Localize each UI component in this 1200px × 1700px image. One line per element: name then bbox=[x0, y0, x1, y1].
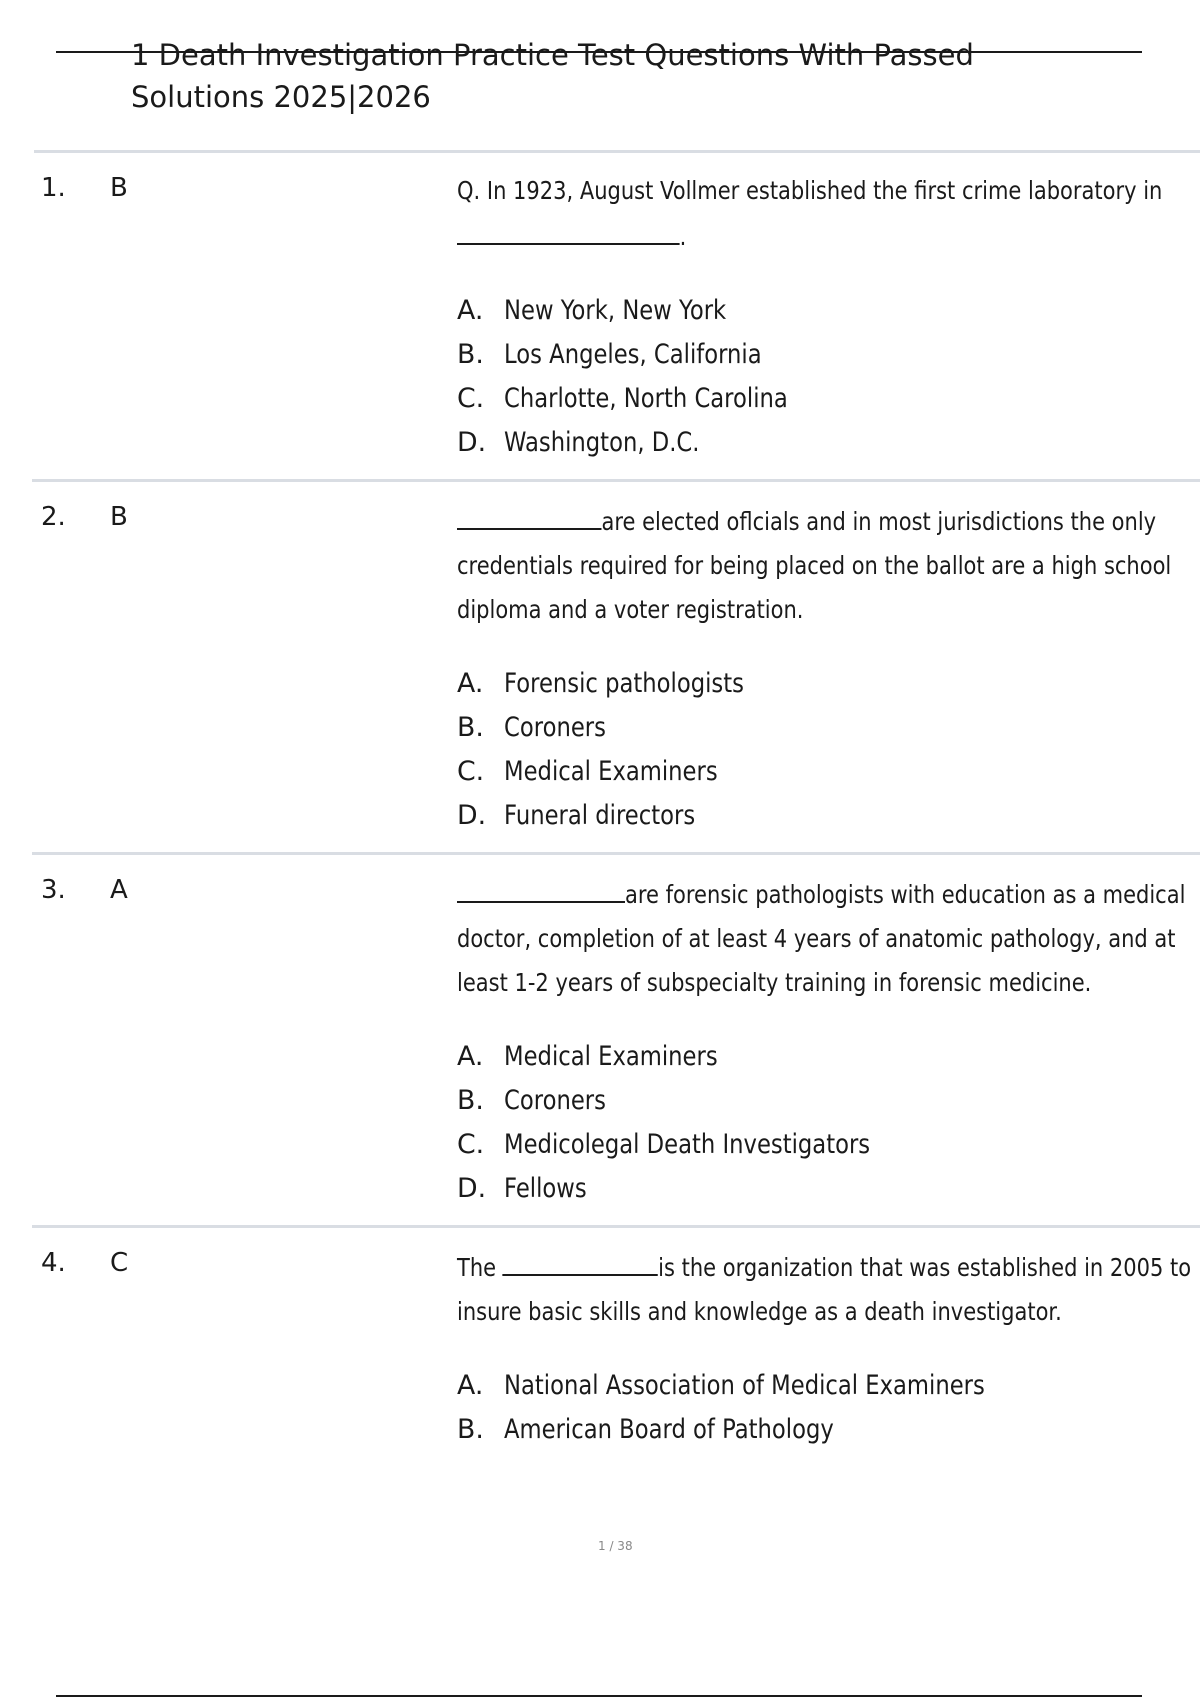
option-text: Washington, D.C. bbox=[504, 427, 700, 458]
answer-blank bbox=[503, 1244, 658, 1276]
question-answer: B bbox=[110, 502, 128, 532]
option-letter: D. bbox=[457, 800, 487, 831]
option-text: Coroners bbox=[504, 1085, 606, 1116]
option-letter: B. bbox=[457, 712, 484, 743]
title-line-2: Solutions 2025|2026 bbox=[131, 80, 431, 114]
option-a bbox=[457, 1364, 1200, 1408]
option-letter: A. bbox=[457, 1370, 484, 1401]
answer-blank bbox=[457, 871, 625, 903]
question-text-prefix: The bbox=[457, 1253, 497, 1282]
option-text: Medical Examiners bbox=[504, 1041, 718, 1072]
option-d bbox=[457, 794, 1200, 838]
document-title bbox=[131, 34, 974, 118]
question-text bbox=[457, 871, 1200, 1005]
question-item-1 bbox=[32, 153, 1200, 482]
option-c bbox=[457, 750, 1200, 794]
option-a bbox=[457, 289, 1200, 333]
option-a bbox=[457, 662, 1200, 706]
question-item-2 bbox=[32, 482, 1200, 855]
page-number: 1 / 38 bbox=[598, 1539, 633, 1553]
question-text-main: is the organization that was established in 2005 to insure basic skills and knowledge as a death investigator. bbox=[457, 1253, 1192, 1326]
option-b bbox=[457, 333, 1200, 377]
footer-divider bbox=[56, 1695, 1142, 1697]
question-number: 3. bbox=[41, 875, 66, 905]
document-header bbox=[0, 0, 1200, 150]
option-letter: C. bbox=[457, 1129, 485, 1160]
question-answer: C bbox=[110, 1248, 129, 1278]
question-text bbox=[457, 1244, 1200, 1334]
option-list bbox=[457, 289, 1200, 465]
option-text: Charlotte, North Carolina bbox=[504, 383, 788, 414]
option-text: Fellows bbox=[504, 1173, 587, 1204]
question-body bbox=[457, 1244, 1200, 1452]
option-text: Los Angeles, California bbox=[504, 339, 762, 370]
option-text: American Board of Pathology bbox=[504, 1414, 834, 1445]
question-text-prefix: Q. In 1923, August Vollmer established the first crime laboratory in bbox=[457, 176, 1163, 205]
option-letter: A. bbox=[457, 1041, 484, 1072]
option-text: Coroners bbox=[504, 712, 606, 743]
option-list bbox=[457, 1035, 1200, 1211]
option-b bbox=[457, 1079, 1200, 1123]
question-number: 2. bbox=[41, 502, 66, 532]
question-text bbox=[457, 498, 1200, 632]
option-c bbox=[457, 377, 1200, 421]
question-body bbox=[457, 871, 1200, 1211]
option-text: Medicolegal Death Investigators bbox=[504, 1129, 871, 1160]
option-letter: D. bbox=[457, 1173, 487, 1204]
option-letter: A. bbox=[457, 295, 484, 326]
option-b bbox=[457, 706, 1200, 750]
option-letter: B. bbox=[457, 1414, 484, 1445]
question-text bbox=[457, 169, 1200, 259]
question-text-suffix: . bbox=[679, 222, 687, 251]
option-letter: C. bbox=[457, 383, 485, 414]
question-body bbox=[457, 498, 1200, 838]
option-text: Medical Examiners bbox=[504, 756, 718, 787]
answer-blank bbox=[457, 498, 601, 530]
option-text: Funeral directors bbox=[504, 800, 696, 831]
answer-blank bbox=[457, 213, 680, 245]
option-text: National Association of Medical Examiners bbox=[504, 1370, 985, 1401]
option-letter: B. bbox=[457, 1085, 484, 1116]
option-c bbox=[457, 1123, 1200, 1167]
option-list bbox=[457, 1364, 1200, 1452]
option-text: New York, New York bbox=[504, 295, 727, 326]
question-item-3 bbox=[32, 855, 1200, 1228]
option-b bbox=[457, 1408, 1200, 1452]
option-d bbox=[457, 1167, 1200, 1211]
option-a bbox=[457, 1035, 1200, 1079]
question-list bbox=[0, 153, 1200, 1466]
question-text-main: are forensic pathologists with education as a medical doctor, completion of at least 4 years of anatomic pathology, and at least 1-2 years of subspecialty training in forensic medicine. bbox=[457, 880, 1186, 997]
question-number: 1. bbox=[41, 173, 66, 203]
option-letter: A. bbox=[457, 668, 484, 699]
question-item-4 bbox=[32, 1228, 1200, 1466]
option-letter: C. bbox=[457, 756, 485, 787]
question-number: 4. bbox=[41, 1248, 66, 1278]
question-answer: B bbox=[110, 173, 128, 203]
question-body bbox=[457, 169, 1200, 465]
title-line-1: 1 Death Investigation Practice Test Questions With Passed bbox=[131, 38, 974, 72]
question-text-main: are elected oflcials and in most jurisdictions the only credentials required for being placed on the ballot are a high school diploma and a voter registration. bbox=[457, 507, 1172, 624]
option-letter: B. bbox=[457, 339, 484, 370]
option-letter: D. bbox=[457, 427, 487, 458]
option-text: Forensic pathologists bbox=[504, 668, 744, 699]
option-list bbox=[457, 662, 1200, 838]
option-d bbox=[457, 421, 1200, 465]
question-answer: A bbox=[110, 875, 128, 905]
